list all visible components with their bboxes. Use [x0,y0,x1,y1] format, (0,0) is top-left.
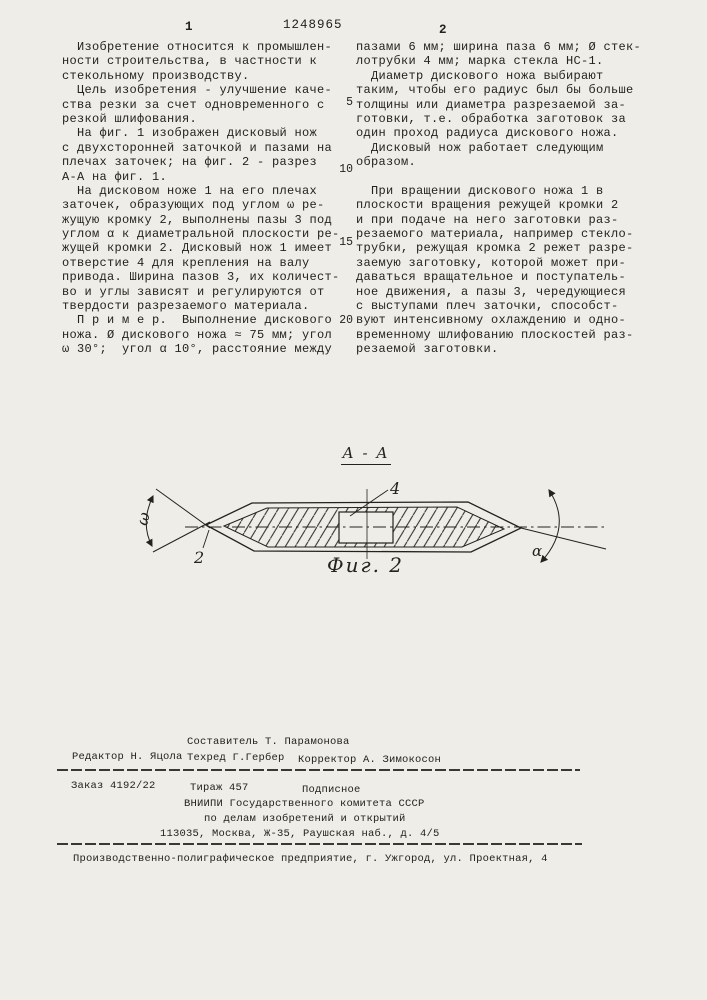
left-text-column [62,40,354,357]
text-line: ства резки за счет одновременного с [62,97,325,112]
right-text-column [356,40,648,357]
text-line: толщины или диаметра разрезаемой за- [356,97,627,112]
text-line: резкой шлифования. [62,111,198,126]
text-line: вуют интенсивному охлаждению и одно- [356,313,627,328]
text-line: отверстие 4 для крепления на валу [62,255,310,270]
footer-compiler: Составитель Т. Парамонова [187,736,350,748]
edge-leader-line [203,530,209,548]
text-line: резаемого материала, например стекло- [356,227,634,242]
patent-number: 1248965 [283,18,343,32]
footer-vniipi-line1: ВНИИПИ Государственного комитета СССР [184,798,425,810]
text-line: лотрубки 4 мм; марка стекла НС-1. [356,54,604,69]
text-line: углом α к диаметральной плоскости ре- [62,227,340,242]
text-line: с двухсторонней заточкой и пазами на [62,140,333,155]
text-line: твердости разрезаемого материала. [62,299,310,314]
footer-corrector: Корректор А. Зимокосон [298,754,442,766]
text-line: пазами 6 мм; ширина паза 6 мм; Ø стек- [356,40,642,54]
center-hole [339,512,393,543]
text-line: ное движения, а пазы 3, чередующиеся [356,284,627,299]
text-line: резаемой заготовки. [356,342,499,357]
divider-rule-2 [57,843,582,845]
footer-techred: Техред Г.Гербер [187,752,285,764]
section-label: А - А [341,444,391,465]
footer-subscription: Подписное [302,784,361,796]
text-line: А-А на фиг. 1. [62,169,168,184]
text-line: привода. Ширина пазов 3, их количест- [62,270,340,285]
text-line: На дисковом ноже 1 на его плечах [62,183,318,198]
text-line: Диаметр дискового ножа выбирают [356,68,604,83]
line-number-marker-10: 10 [339,163,353,176]
text-line: плоскости вращения режущей кромки 2 [356,198,619,213]
footer-editor: Редактор Н. Яцола [72,751,183,763]
line-number-marker-15: 15 [339,236,353,249]
line-number-marker-20: 20 [339,314,353,327]
text-line: П р и м е р. Выполнение дискового [62,313,333,328]
text-line: готовки, т.е. обработка заготовок за [356,111,627,126]
footer-order: Заказ 4192/22 [71,780,156,792]
line-number-marker-5: 5 [346,96,353,109]
alpha-angle-arc [541,490,559,562]
text-line: Дисковый нож работает следующим [356,140,604,155]
text-line [356,170,648,184]
text-line: один проход радиуса дискового ножа. [356,126,619,141]
footer-print-run: Тираж 457 [190,782,249,794]
footer-vniipi-line2: по делам изобретений и открытий [204,813,406,825]
text-line: трубки, режущая кромка 2 режет разре- [356,241,634,256]
text-line: даваться вращательное и поступатель- [356,270,627,285]
hole-label-4: 4 [390,479,401,498]
header-column-number-left: 1 [185,20,194,34]
alpha-label: α [532,542,543,560]
text-line: заемую заготовку, которой может при- [356,255,627,270]
text-line: ности строительства, в частности к [62,54,318,69]
text-line: На фиг. 1 изображен дисковый нож [62,126,318,141]
text-line: ножа. Ø дискового ножа ≈ 75 мм; угол [62,327,333,342]
text-line: Цель изобретения - улучшение каче- [62,83,333,98]
text-line: временному шлифованию плоскостей раз- [356,327,634,342]
omega-label: ω [132,510,154,528]
figure-caption: Фиг. 2 [327,553,405,577]
figure-2-drawing [0,430,707,605]
text-line: плечах заточек; на фиг. 2 - разрез [62,155,318,170]
text-line: жущую кромку 2, выполнены пазы 3 под [62,212,333,227]
text-line: ω 30°; угол α 10°, расстояние между [62,342,333,357]
divider-rule-1 [57,769,580,771]
text-line: образом. [356,155,417,170]
text-line: и при подаче на него заготовки раз- [356,212,619,227]
text-line: во и углы зависят и регулируются от [62,284,325,299]
text-line: жущей кромки 2. Дисковый нож 1 имеет [62,241,333,256]
text-line: заточек, образующих под углом ω ре- [62,198,325,213]
footer-vniipi-line3: 113035, Москва, Ж-35, Раушская наб., д. 4/5 [160,828,440,840]
text-line: Изобретение относится к промышлен- [62,40,333,54]
text-line: При вращении дискового ножа 1 в [356,183,604,198]
text-line: с выступами плеч заточки, способст- [356,299,619,314]
header-column-number-right: 2 [439,23,448,37]
edge-label-2: 2 [194,548,205,567]
footer-print-house: Производственно-полиграфическое предприятие, г. Ужгород, ул. Проектная, 4 [73,853,548,865]
text-line: таким, чтобы его радиус был бы больше [356,83,634,98]
text-line: стекольному производству. [62,68,250,83]
omega-angle-line-upper [156,489,210,528]
